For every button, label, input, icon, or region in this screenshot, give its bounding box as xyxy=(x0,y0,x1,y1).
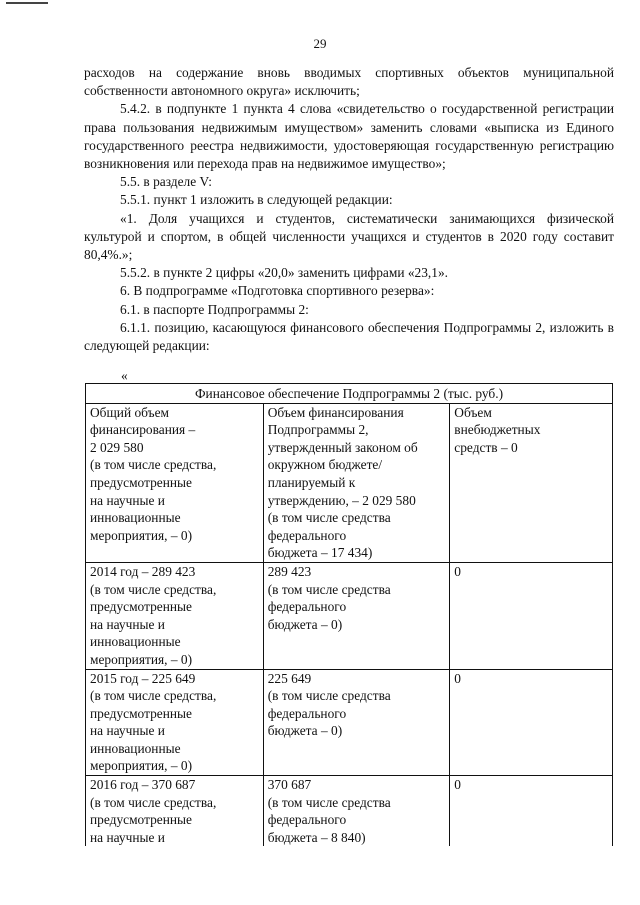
table-cell: Объем финансирования Подпрограммы 2, утвержденный законом об окружном бюджете/ планируемый к утверждению, – 2 029 580 (в том числе средства федерального бюджета – 17 434) xyxy=(263,403,450,562)
table-row xyxy=(86,403,613,562)
scan-corner-mark xyxy=(6,2,48,4)
paragraph: 6.1.1. позицию, касающуюся финансового обеспечения Подпрограммы 2, изложить в следующей редакции: xyxy=(84,319,614,354)
table-row xyxy=(86,562,613,669)
financing-table xyxy=(85,383,613,846)
paragraph: 5.5.2. в пункте 2 цифры «20,0» заменить цифрами «23,1». xyxy=(120,265,449,281)
table-cell: Общий объем финансирования – 2 029 580 (в том числе средства, предусмотренные на научные и инновационные мероприятия, – 0) xyxy=(86,403,264,562)
table-cell: 0 xyxy=(450,776,613,847)
document-body xyxy=(84,64,614,355)
table-cell: 0 xyxy=(450,562,613,669)
page-number: 29 xyxy=(313,36,327,51)
table-cell: 2015 год – 225 649 (в том числе средства, предусмотренные на научные и инновационные мероприятия, – 0) xyxy=(86,669,264,776)
paragraph: 6. В подпрограмме «Подготовка спортивного резерва»: xyxy=(120,283,435,299)
paragraph: 5.5. в разделе V: xyxy=(120,174,212,190)
table-cell: 2016 год – 370 687 (в том числе средства, предусмотренные на научные и xyxy=(86,776,264,847)
table-row xyxy=(86,776,613,847)
table-row xyxy=(86,669,613,776)
table-cell: Объем внебюджетных средств – 0 xyxy=(450,403,613,562)
opening-quote-mark: « xyxy=(121,368,128,383)
paragraph: 5.5.1. пункт 1 изложить в следующей редакции: xyxy=(120,192,393,208)
paragraph: расходов на содержание вновь вводимых спортивных объектов муниципальной собственности автономного округа» исключить; xyxy=(84,65,614,99)
paragraph: «1. Доля учащихся и студентов, систематически занимающихся физической культурой и спортом, в общей численности учащихся и студентов в 2020 году составит 80,4%.»; xyxy=(84,210,614,263)
table-cell: 2014 год – 289 423 (в том числе средства, предусмотренные на научные и инновационные мероприятия, – 0) xyxy=(86,562,264,669)
table-cell: 225 649 (в том числе средства федерального бюджета – 0) xyxy=(263,669,450,776)
table-cell: 289 423 (в том числе средства федерального бюджета – 0) xyxy=(263,562,450,669)
paragraph: 5.4.2. в подпункте 1 пункта 4 слова «свидетельство о государственной регистрации права пользования недвижимым имуществом» заменить словами «выписка из Единого государственного реестра недвижимости, удостоверяющая государственную регистрацию возникновения или перехода прав на недвижимое имущество»; xyxy=(84,101,614,172)
table-cell: 0 xyxy=(450,669,613,776)
table-title: Финансовое обеспечение Подпрограммы 2 (тыс. руб.) xyxy=(86,384,613,404)
table-cell: 370 687 (в том числе средства федерального бюджета – 8 840) xyxy=(263,776,450,847)
paragraph: 6.1. в паспорте Подпрограммы 2: xyxy=(120,301,309,317)
table-header-row xyxy=(86,384,613,404)
